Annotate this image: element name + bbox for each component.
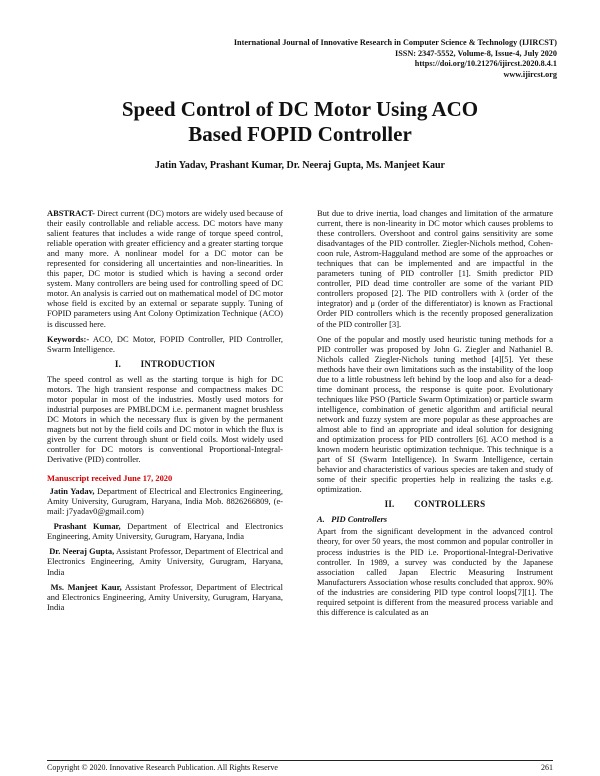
affiliations [47,486,283,612]
affiliation-item [47,486,283,516]
abstract-text: Direct current (DC) motors are widely used because of their easily controllable and reliable access. DC motors have many salient features that includes a wide range of torque speed control, reliable operation with greater efficiency and a greater starting torque and many more. A nonlinear model for a DC motor can be represented for considering all uncertainties and non-linearities. In this paper, DC motor is studied which is having a second order system. Many controllers are being used for controlling speed of DC motor. An analysis is carried out on mathematical model of DC motor whose field is excited by an external or separate supply. Tuning of FOPID parameters using Ant Colony Optimization Technique (ACO) is discussed here. [47,208,283,329]
affiliation-text: Department of Electrical and Electronics Engineering, Amity University, Gurugram, Haryana, India [47,521,284,542]
website-link[interactable]: www.ijircst.org [503,69,557,79]
body-paragraph: One of the popular and mostly used heuristic tuning methods for a PID controller was proposed by John G. Ziegler and Nathaniel B. Nichols called Ziegler-Nichols tuning method [4][5]. Yet these methods have their own limitations such as the instability of the loop due to a little robustness left behind by the loop and also for a dead-time dominant process, the response is quite poor. Evolutionary techniques like PSO (Particle Swarm Optimization) or particle swarm intelligence, combination of genetic algorithm and artificial neural network and fuzzy system are more popular as these approaches are almost able to find an appropriate and ideal solution for designing and optimization process for PID controllers [6]. ACO method is a known modern heuristic optimization technique. This technique is a part of SI (Swarm Intelligence). In Swarm Intelligence, certain behavior and characteristics of various species are taken and study of some of their specific properties help in realizing the tasks e.g. optimization. [317,333,553,495]
body-paragraph: Apart from the significant development in the advanced control theory, for over 50 years, the most common and popular controller in process industries is the PID i.e. Proportional-Integral-Derivative controller. In 1989, a survey was conducted by the Japanese association called Japan Electric Measuring Instrument Manufacturers Association whose results concluded that approx. 90% of the industries are considering PID type control loops[7][1]. The required setpoint is different from the measured process variable and this difference is calculated as an [317,526,553,617]
journal-header [234,38,557,80]
issn-line: ISSN: 2347-5552, Volume-8, Issue-4, July 2020 [395,48,557,58]
body-paragraph: But due to drive inertia, load changes and limitation of the armature current, there is non-linearity in DC motor which causes problems to these controllers. Overshoot and control gains sensitivity are some disadvantages of the PID controller. Ziegler-Nichols method, Cohen-coon rule, Astrom-Hagguland method are some of the approaches or techniques that can be implemented and are impactful in the parameters tuning of PID controller [1]. Smith predictor PID controller, PID dead time controller are some of the variant PID controllers proposed [2]. The PID controllers with λ (order of the integrator) and μ (order of the differentiator) is known as Fractional Order PID controllers which is the recently proposed generalization of the PID controller [3]. [317,208,553,329]
section-heading-controllers: II. CONTROLLERS [384,499,486,510]
paper-title [0,97,600,147]
affiliation-text: Assistant Professor, Department of Electrical and Electronics Engineering, Amity University, Gurugram, Haryana, India [47,581,283,612]
keywords [47,334,283,354]
abstract [47,208,283,329]
page-number: 261 [541,763,553,772]
section-heading-introduction: I. INTRODUCTION [114,358,216,369]
footer-copyright: Copyright © 2020. Innovative Research Publication. All Rights Reserve [47,763,278,772]
introduction-paragraph: The speed control as well as the starting torque is high for DC motors. The high transient response and compactness makes DC motor popular in most of the industries. Mostly used motors for industrial purposes are PMBLDCM i.e. permanent magnet brushless DC Motors in which the necessary flux is given by the permanent magnets but not by the field coils and DC motor in which the flux is given by the current through shunt or field coils. Most widely used controller for DC motors is conventional Proportional-Integral-Derivative (PID) controller. [47,373,283,465]
subsection-heading-pid: A. PID Controllers [317,514,388,525]
affiliation-name: Dr. Neeraj Gupta, [49,546,115,557]
keywords-label: Keywords:- [47,333,90,344]
author-list: Jatin Yadav, Prashant Kumar, Dr. Neeraj Gupta, Ms. Manjeet Kaur [155,160,445,171]
right-column [317,208,553,622]
footer-divider [47,760,553,761]
title-line-1: Speed Control of DC Motor Using ACO [121,97,479,121]
affiliation-name: Prashant Kumar, [53,521,121,532]
affiliation-name: Jatin Yadav, [49,486,95,497]
title-line-2: Based FOPID Controller [188,122,412,146]
affiliation-text: Department of Electrical and Electronics Engineering, Amity University, Gurugram, Haryana, India Mob. 8826266809, (e-mail: j7yadav0@gmail.com) [47,486,284,517]
affiliation-item [47,521,283,541]
manuscript-received: Manuscript received June 17, 2020 [47,473,173,484]
affiliation-item [47,582,283,612]
left-column [47,208,283,617]
affiliation-name: Ms. Manjeet Kaur, [50,581,122,592]
journal-name: International Journal of Innovative Research in Computer Science & Technology (IJIRCST) [233,38,557,47]
doi-link[interactable]: https://doi.org/10.21276/ijircst.2020.8.4.1 [414,59,557,69]
affiliation-item [47,546,283,576]
affiliation-text: Assistant Professor, Department of Electrical and Electronics Engineering, Amity University, Gurugram, Haryana, India [47,546,284,577]
abstract-label: ABSTRACT- [47,208,95,218]
keywords-text: ACO, DC Motor, FOPID Controller, PID Controller, Swarm Intelligence. [47,333,283,354]
